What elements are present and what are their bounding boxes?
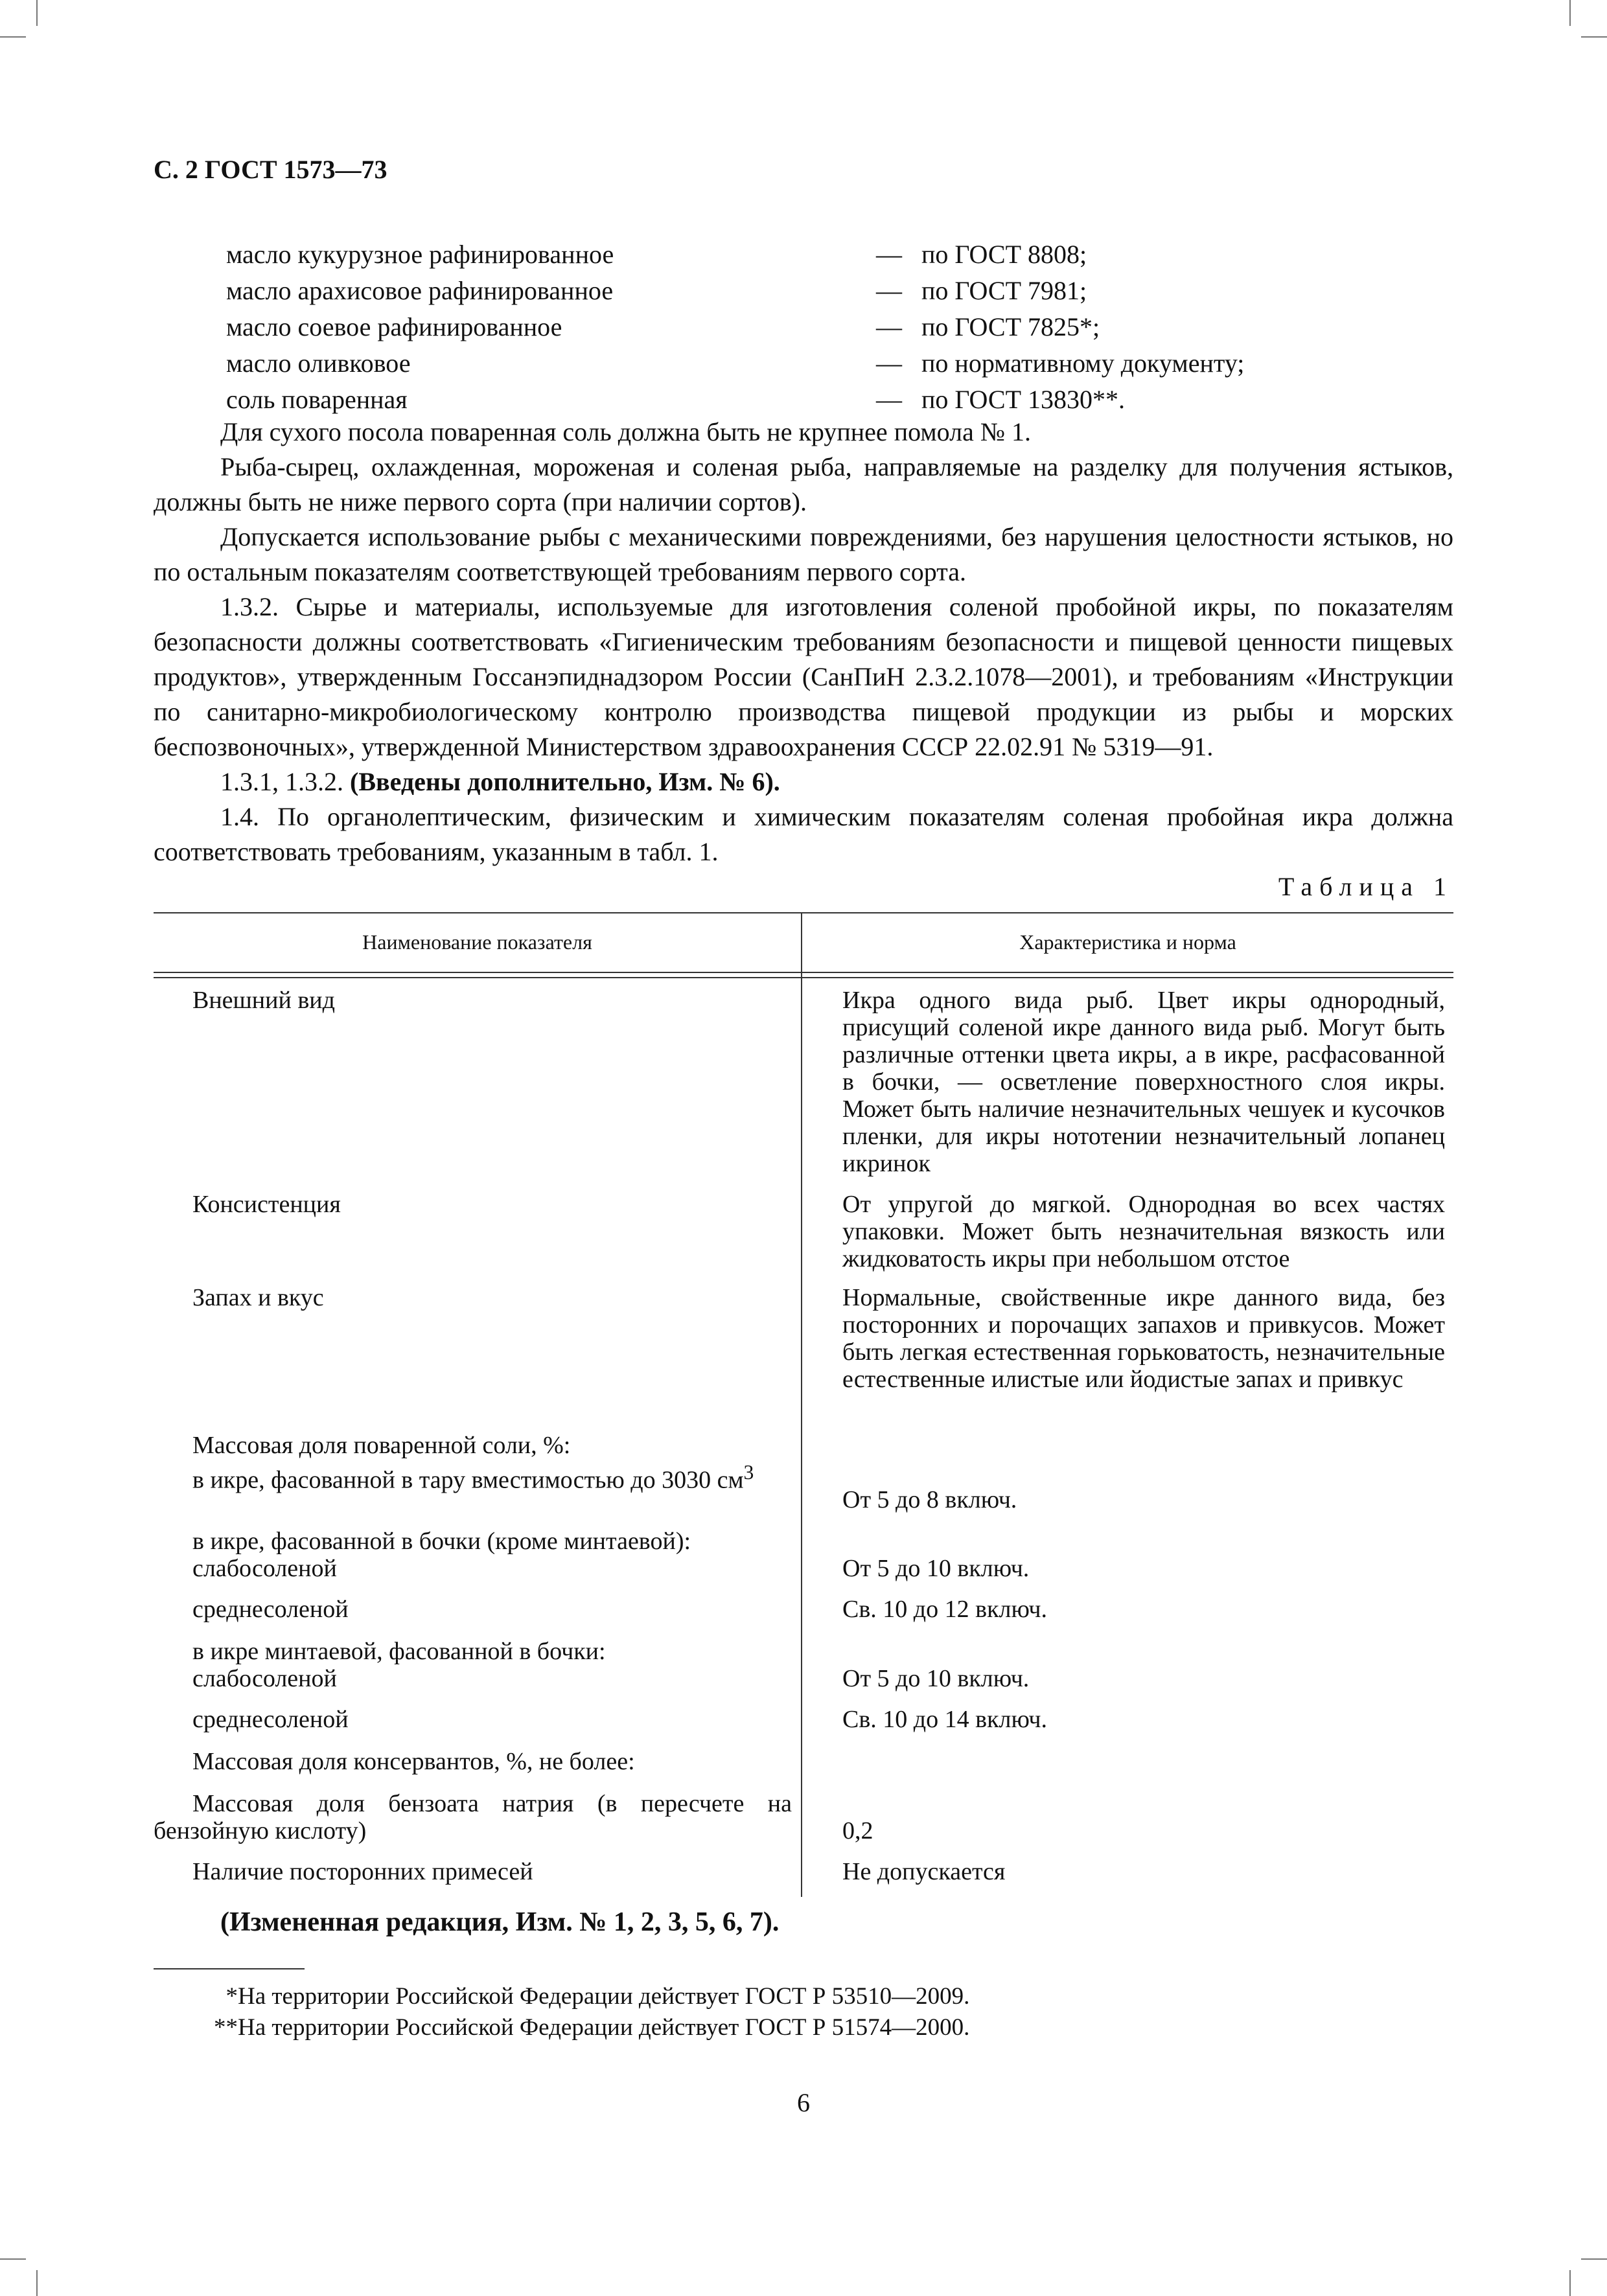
- clause-number: 1.3.1, 1.3.2.: [220, 767, 343, 796]
- table-cell: [154, 1596, 792, 1623]
- material-name: масло арахисовое рафинированное: [226, 276, 614, 305]
- table-cell: [154, 1459, 792, 1494]
- row-name: [154, 1459, 792, 1494]
- crop-mark: [1569, 2270, 1571, 2296]
- body-text: [154, 415, 1453, 869]
- column-divider: [801, 912, 802, 1897]
- row-name: среднесоленой: [192, 1706, 349, 1733]
- crop-mark: [36, 2270, 38, 2296]
- material-name: масло оливковое: [226, 349, 411, 378]
- table-cell: [154, 1665, 792, 1692]
- table-cell: Св. 10 до 14 включ.: [842, 1706, 1048, 1733]
- table-cell: [154, 1790, 792, 1844]
- dash: —: [876, 240, 902, 269]
- footnote-mark: *: [225, 1983, 238, 2010]
- list-item: [226, 345, 1393, 382]
- row-name: Консистенция: [192, 1191, 341, 1218]
- column-header: Наименование показателя: [362, 930, 592, 954]
- crop-mark: [1581, 2258, 1607, 2260]
- table-cell: [154, 1638, 792, 1665]
- row-name: Массовая доля поваренной соли, %:: [192, 1432, 571, 1459]
- paragraph: Рыба-сырец, охлажденная, мороженая и соленая рыба, направляемые на разделку для получения ястыков, должны быть не ниже первого сорта (при наличии сортов).: [154, 452, 1453, 516]
- table-cell: От упругой до мягкой. Однородная во всех частях упаковки. Может быть незначительная вязкость или жидковатость икры при небольшом отстое: [842, 1191, 1445, 1272]
- table-cell: [154, 1555, 792, 1582]
- row-name: Внешний вид: [192, 987, 335, 1014]
- paragraph: Допускается использование рыбы с механическими повреждениями, без нарушения целостности ястыков, но по остальным показателям соответствующей требованиям первого сорта.: [154, 522, 1453, 586]
- materials-list: [226, 236, 1393, 418]
- row-name: Массовая доля бензоата натрия (в пересчете на бензойную кислоту): [154, 1790, 792, 1844]
- paragraph: Для сухого посола поваренная соль должна быть не крупнее помола № 1.: [220, 417, 1031, 446]
- crop-mark: [1569, 0, 1571, 26]
- table-cell: От 5 до 8 включ.: [842, 1486, 1017, 1513]
- amendment-note: (Введены дополнительно, Изм. № 6).: [350, 767, 780, 796]
- page-number: 6: [797, 2088, 810, 2117]
- material-standard: по ГОСТ 7981;: [921, 276, 1087, 305]
- table-cell: Не допускается: [842, 1858, 1006, 1885]
- footnote: [154, 2012, 1061, 2043]
- row-name: в икре минтаевой, фасованной в бочки:: [192, 1638, 606, 1665]
- material-name: соль поваренная: [226, 385, 408, 414]
- row-name: слабосоленой: [192, 1665, 337, 1692]
- footnote-divider: [154, 1968, 305, 1969]
- dash: —: [876, 349, 902, 378]
- material-standard: по ГОСТ 8808;: [921, 240, 1087, 269]
- footnote: [154, 1981, 1061, 2012]
- list-item: [226, 309, 1393, 345]
- table-cell: От 5 до 10 включ.: [842, 1665, 1030, 1692]
- table-cell: [154, 1191, 792, 1218]
- table-cell: От 5 до 10 включ.: [842, 1555, 1030, 1582]
- dash: —: [876, 276, 902, 305]
- table-cell: [154, 1432, 792, 1459]
- footnotes: [154, 1981, 1061, 2043]
- table-rule: [154, 977, 1453, 978]
- superscript: 3: [743, 1461, 754, 1484]
- row-name: среднесоленой: [192, 1596, 349, 1623]
- material-standard: по ГОСТ 13830**.: [921, 385, 1126, 414]
- row-name: слабосоленой: [192, 1555, 337, 1582]
- requirements-table: [154, 912, 1453, 1900]
- table-rule: [154, 912, 1453, 913]
- dash: —: [876, 385, 902, 414]
- list-item: [226, 236, 1393, 273]
- crop-mark: [0, 2258, 26, 2260]
- amendment-note: (Измененная редакция, Изм. № 1, 2, 3, 5, 6, 7).: [220, 1907, 780, 1937]
- footnote-text: На территории Российской Федерации действует ГОСТ Р 53510—2009.: [238, 1983, 970, 2010]
- table-cell: [154, 1284, 792, 1311]
- page-header: С. 2 ГОСТ 1573—73: [154, 155, 387, 184]
- paragraph: 1.4. По органолептическим, физическим и химическим показателям соленая пробойная икра должна соответствовать требованиям, указанным в табл. 1.: [154, 802, 1453, 866]
- row-name: в икре, фасованной в бочки (кроме минтаевой):: [192, 1528, 691, 1555]
- list-item: [226, 273, 1393, 309]
- row-name: Массовая доля консервантов, %, не более:: [192, 1748, 635, 1775]
- table-cell: [154, 987, 792, 1014]
- table-cell: Икра одного вида рыб. Цвет икры однородный, присущий соленой икре данного вида рыб. Могут быть различные оттенки цвета икры, а в икре, расфасованной в бочки, — осветление поверхностного слоя икры. Может быть наличие незначительных чешуек и кусочков пленки, для икры нототении незначительный лопанец икринок: [842, 987, 1445, 1177]
- row-name-text: в икре, фасованной в тару вместимостью до 3030 см: [192, 1466, 744, 1494]
- table-cell: [154, 1528, 792, 1555]
- footnote-mark: **: [214, 2014, 238, 2041]
- table-cell: [154, 1706, 792, 1733]
- table-caption: Таблица 1: [1278, 872, 1453, 901]
- dash: —: [876, 312, 902, 341]
- row-name: Наличие посторонних примесей: [192, 1858, 533, 1885]
- paragraph: 1.3.2. Сырье и материалы, используемые для изготовления соленой пробойной икры, по показателям безопасности должны соответствовать «Гигиеническим требованиям безопасности и пищевой ценности пищевых продуктов», утвержденным Госсанэпиднадзором России (СанПиН 2.3.2.1078—2001), и требованиям «Инструкции по санитарно-микробиологическому контролю производства пищевой продукции из рыбы и морских беспозвоночных», утвержденной Министерством здравоохранения СССР 22.02.91 № 5319—91.: [154, 592, 1453, 761]
- table-rule: [154, 972, 1453, 973]
- material-name: масло соевое рафинированное: [226, 312, 562, 341]
- table-cell: [154, 1748, 792, 1775]
- row-name: Запах и вкус: [192, 1284, 324, 1311]
- material-name: масло кукурузное рафинированное: [226, 240, 614, 269]
- list-item: [226, 382, 1393, 418]
- table-cell: 0,2: [842, 1817, 873, 1844]
- table-cell: Нормальные, свойственные икре данного вида, без посторонних и порочащих запахов и привкусов. Может быть легкая естественная горьковатость, незначительные естественные илистые или йодистые запах и привкус: [842, 1284, 1445, 1393]
- paragraph: [154, 764, 1453, 799]
- table-cell: [154, 1858, 792, 1885]
- crop-mark: [36, 0, 38, 26]
- material-standard: по ГОСТ 7825*;: [921, 312, 1100, 341]
- footnote-text: На территории Российской Федерации действует ГОСТ Р 51574—2000.: [238, 2014, 970, 2041]
- column-header: Характеристика и норма: [1019, 930, 1236, 954]
- material-standard: по нормативному документу;: [921, 349, 1245, 378]
- table-cell: Св. 10 до 12 включ.: [842, 1596, 1048, 1623]
- crop-mark: [1581, 36, 1607, 38]
- crop-mark: [0, 36, 26, 38]
